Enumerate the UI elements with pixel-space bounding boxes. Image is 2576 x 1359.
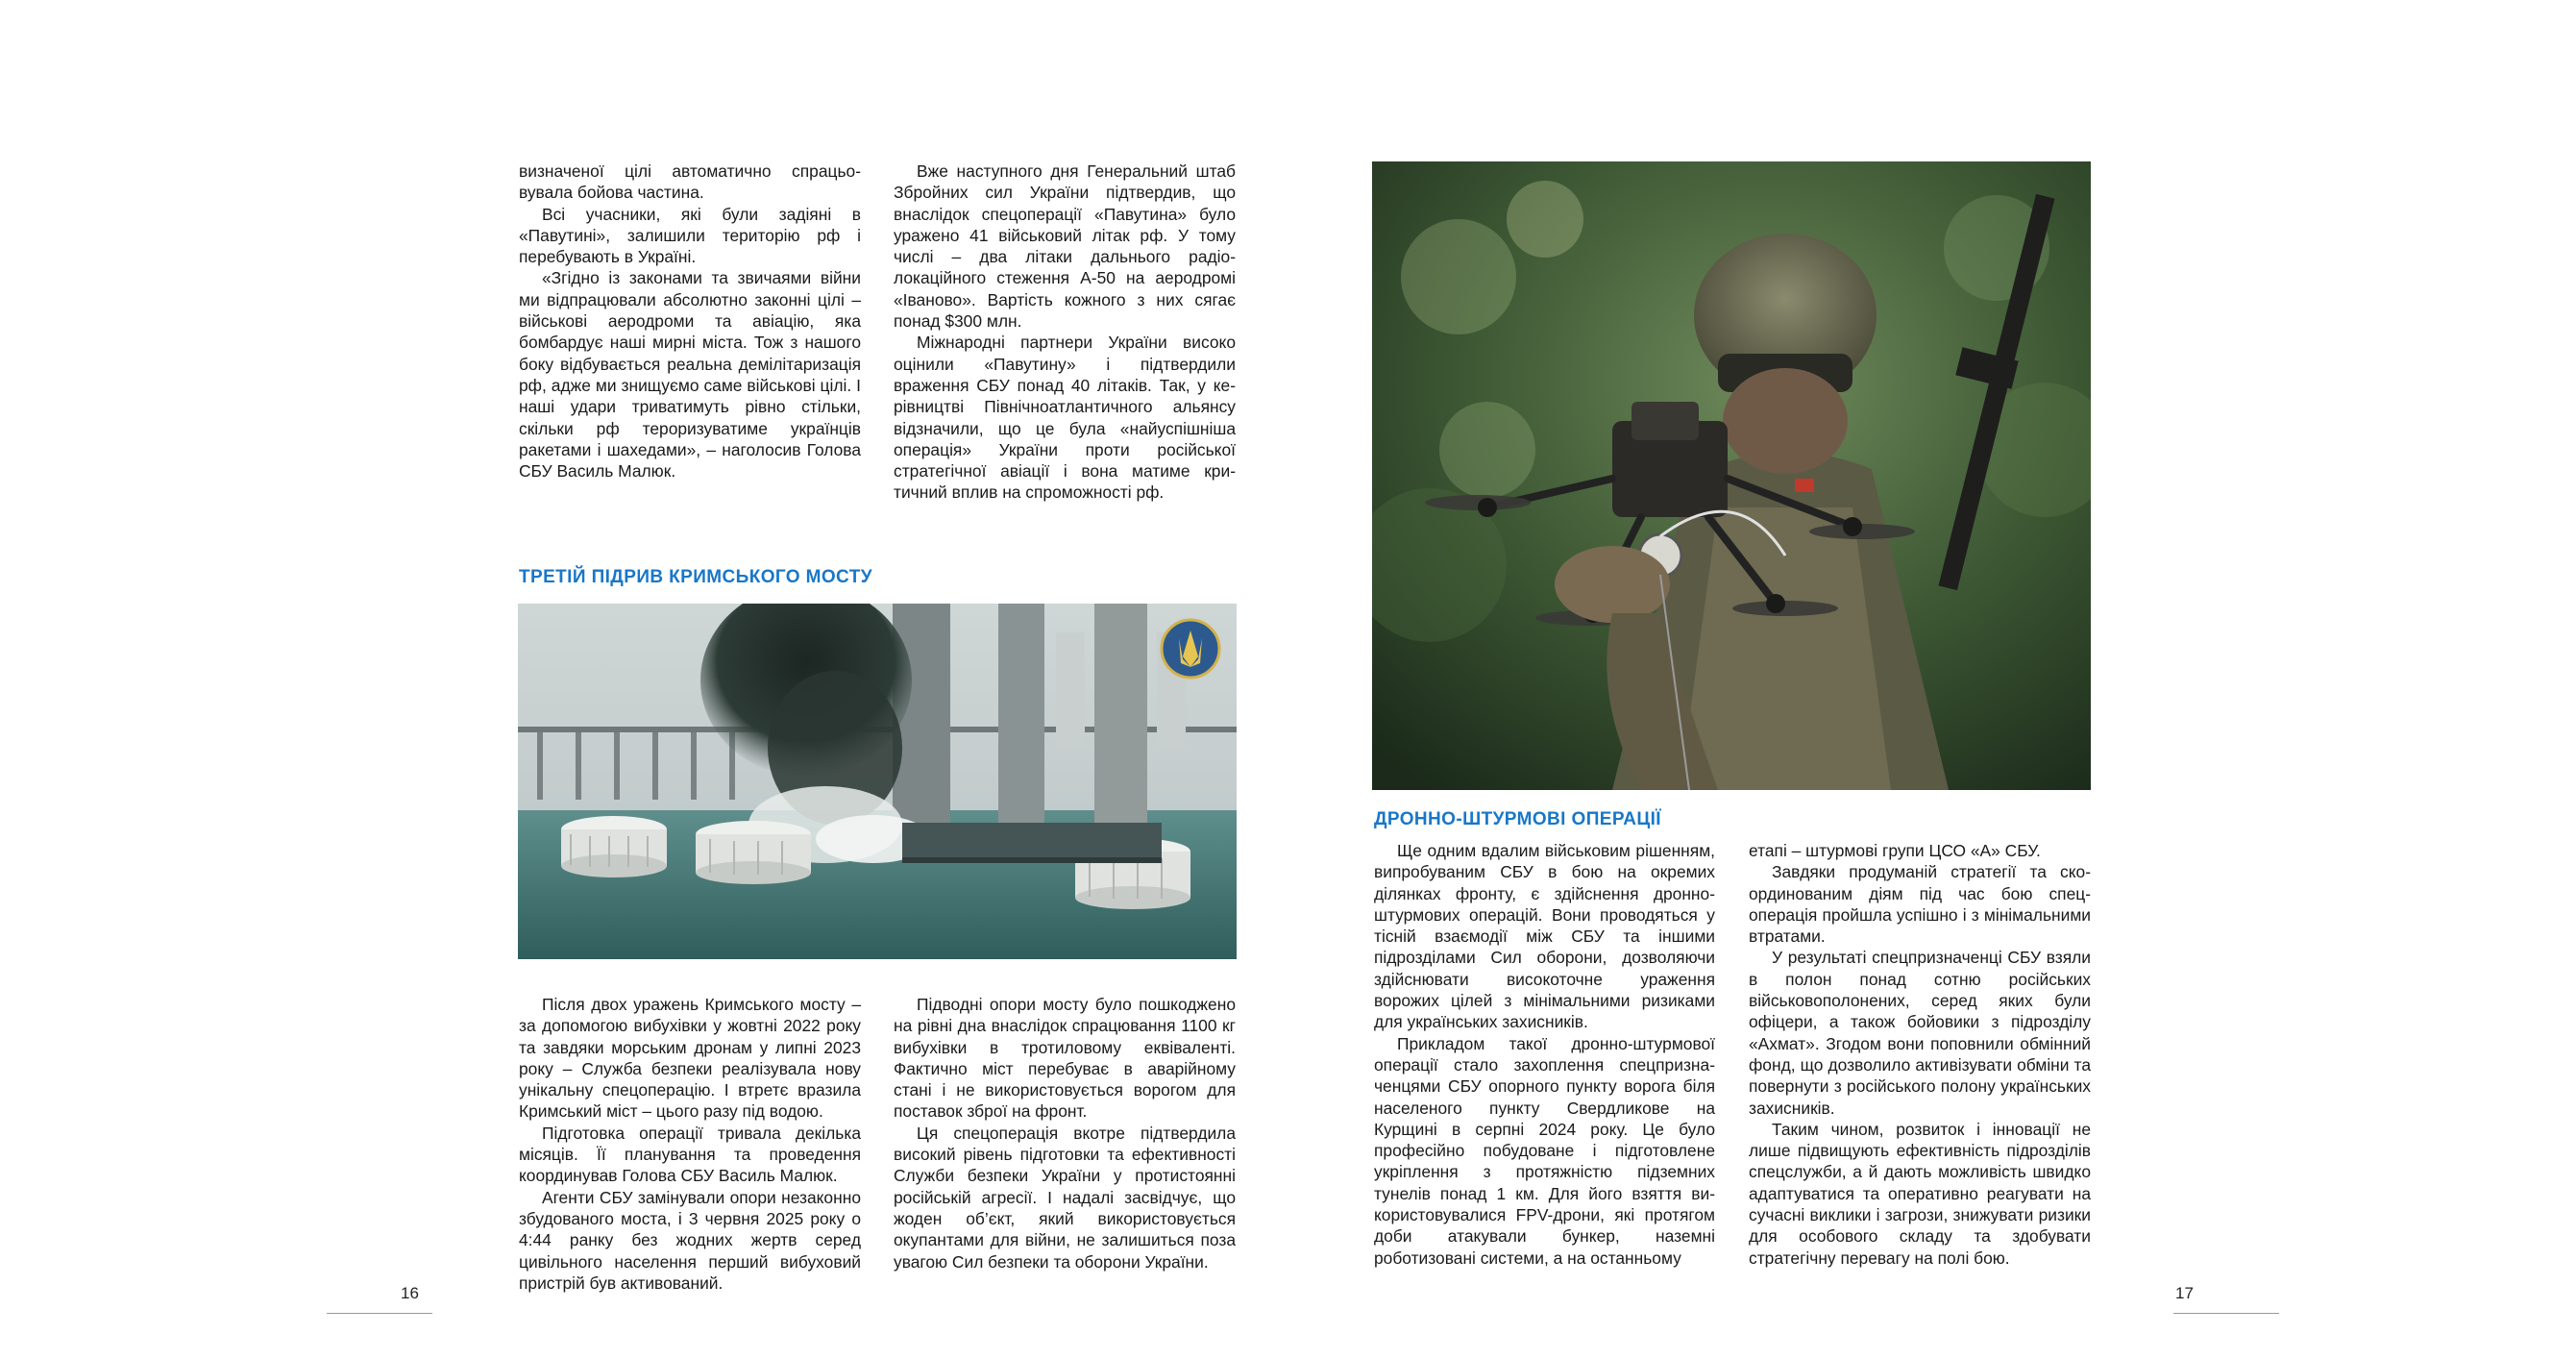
- paragraph: Прикладом такої дронно-штурмової операції стало захоплення спецпризначенцями СБУ опорного пункту ворога біля населеного пункту Свердликове на Курщині в серпні 2024 року. Це було професійно побудоване і підготовлене укріплення з протяжністю підземних тунелів понад 1 км. Для його взяття використовувалися FPV-дрони, які протягом доби атакували бункер, наземні роботизовані системи, а на останньому: [1374, 1033, 1715, 1268]
- section-heading-crimean-bridge: ТРЕТІЙ ПІДРИВ КРИМСЬКОГО МОСТУ: [519, 567, 872, 587]
- sbu-emblem-icon: [1162, 620, 1219, 678]
- right-column-2: [1749, 840, 2091, 1269]
- paragraph: Таким чином, розвиток і інновації не лише підвищують ефективність підрозділів спецслужби, а й дають можливість швидко адаптуватися та оперативно реагувати на сучасні виклики і загрози, знижувати ризики для особового складу та здобувати стратегічну перевагу на полі бою.: [1749, 1119, 2091, 1268]
- paragraph: «Згідно із законами та звичаями війни ми відпрацювали абсолютно законні цілі – військові аеродроми та авіацію, яка бомбардує наші мирні міста. Тож з нашого боку відбувається реальна демілітаризація рф, адже ми знищуємо саме військові цілі. І наші удари триватимуть рівно стільки, скільки рф тероризуватиме українців ракетами і шахедами», – наголосив Голова СБУ Василь Малюк.: [519, 268, 861, 482]
- bridge-explosion-photo: [518, 604, 1237, 959]
- paragraph: Після двох уражень Кримського мосту – за допомогою вибухівки у жовтні 2022 року та завдяки морським дронам у липні 2023 року – Служба безпеки реалізувала нову унікальну спецоперацію. І втретє вразила Кримський міст – цього разу під водою.: [519, 995, 861, 1122]
- paragraph: Всі учасники, які були задіяні в «Павутині», залишили територію рф і перебувають в Україні.: [519, 204, 861, 267]
- paragraph: Підготовка операції тривала декілька місяців. Її планування та проведення координував Голова СБУ Василь Малюк.: [519, 1123, 861, 1186]
- paragraph: Ця спецоперація вкотре підтвердила високий рівень підготовки та ефективності Служби безпеки України у протистоянні російській агресії. І надалі засвідчує, що жоден об’єкт, який використовується окупантами для війни, не залишиться поза увагою Сил безпеки та оборони України.: [894, 1123, 1236, 1272]
- page-number-left: 16: [401, 1284, 419, 1302]
- right-column-1: [1374, 840, 1715, 1269]
- paragraph: Підводні опори мосту було пошкоджено на рівні дна внаслідок спрацювання 1100 кг вибухівки в тротиловому еквіваленті. Фактично міст перебуває в аварійному стані і не використовується ворогом для поставок зброї на фронт.: [894, 995, 1236, 1122]
- footer-rule-right: [2173, 1313, 2279, 1314]
- paragraph: Ще одним вдалим військовим рішенням, випробуваним СБУ в бою на окремих ділянках фронту, є здійснення дронно-штурмових операцій. Вони проводяться у тісній взаємодії між СБУ та іншими підрозділами Сил оборони, дозволяючи здійснювати високоточне ураження ворожих цілей з мінімальними ризиками для українських захисників.: [1374, 841, 1715, 1032]
- left-bottom-column-2: [894, 994, 1236, 1273]
- page-number-right: 17: [2175, 1284, 2194, 1302]
- paragraph: Міжнародні партнери України високо оцінили «Павутину» і підтвердили враження СБУ понад 40 літаків. Так, у керівництві Північноатлантичного альянсу відзначили, що це була «найуспішніша операція» України проти російської стратегічної авіації і вона матиме критичний вплив на спроможності рф.: [894, 333, 1236, 503]
- left-top-column-2: [894, 161, 1236, 504]
- paragraph: У результаті спецпризначенці СБУ взяли в полон понад сотню російських військовополонених, серед яких були офіцери, а також бойовики з підрозділу «Ахмат». Згодом вони поповнили обмінний фонд, що дозволило активізувати обміни та повернути з російського полону українських захисників.: [1749, 948, 2091, 1118]
- left-bottom-column-1: [519, 994, 861, 1294]
- paragraph: Завдяки продуманій стратегії та скоординованим діям під час бою спецоперація пройшла успішно і з мінімальними втратами.: [1749, 862, 2091, 947]
- paragraph: етапі – штурмові групи ЦСО «А» СБУ.: [1749, 841, 2041, 860]
- section-heading-drone-assault: ДРОННО-ШТУРМОВІ ОПЕРАЦІЇ: [1374, 809, 1661, 829]
- left-top-column-1: [519, 161, 861, 482]
- footer-rule-left: [327, 1313, 432, 1314]
- paragraph: визначеної цілі автоматично спрацьовувала бойова частина.: [519, 161, 861, 203]
- paragraph: Агенти СБУ замінували опори незаконно збудованого моста, і 3 червня 2025 року о 4:44 ранку без жодних жертв серед цивільного населення перший вибуховий пристрій був активований.: [519, 1187, 861, 1293]
- soldier-drone-photo: [1372, 161, 2091, 790]
- paragraph: Вже наступного дня Генеральний штаб Збройних сил України підтвердив, що внаслідок спецоперації «Павутина» було уражено 41 військовий літак рф. У тому числі – два літаки дальнього радіолокаційного стеження А-50 на аеродромі «Іваново». Вартість кожного з них сягає понад $300 млн.: [894, 161, 1236, 332]
